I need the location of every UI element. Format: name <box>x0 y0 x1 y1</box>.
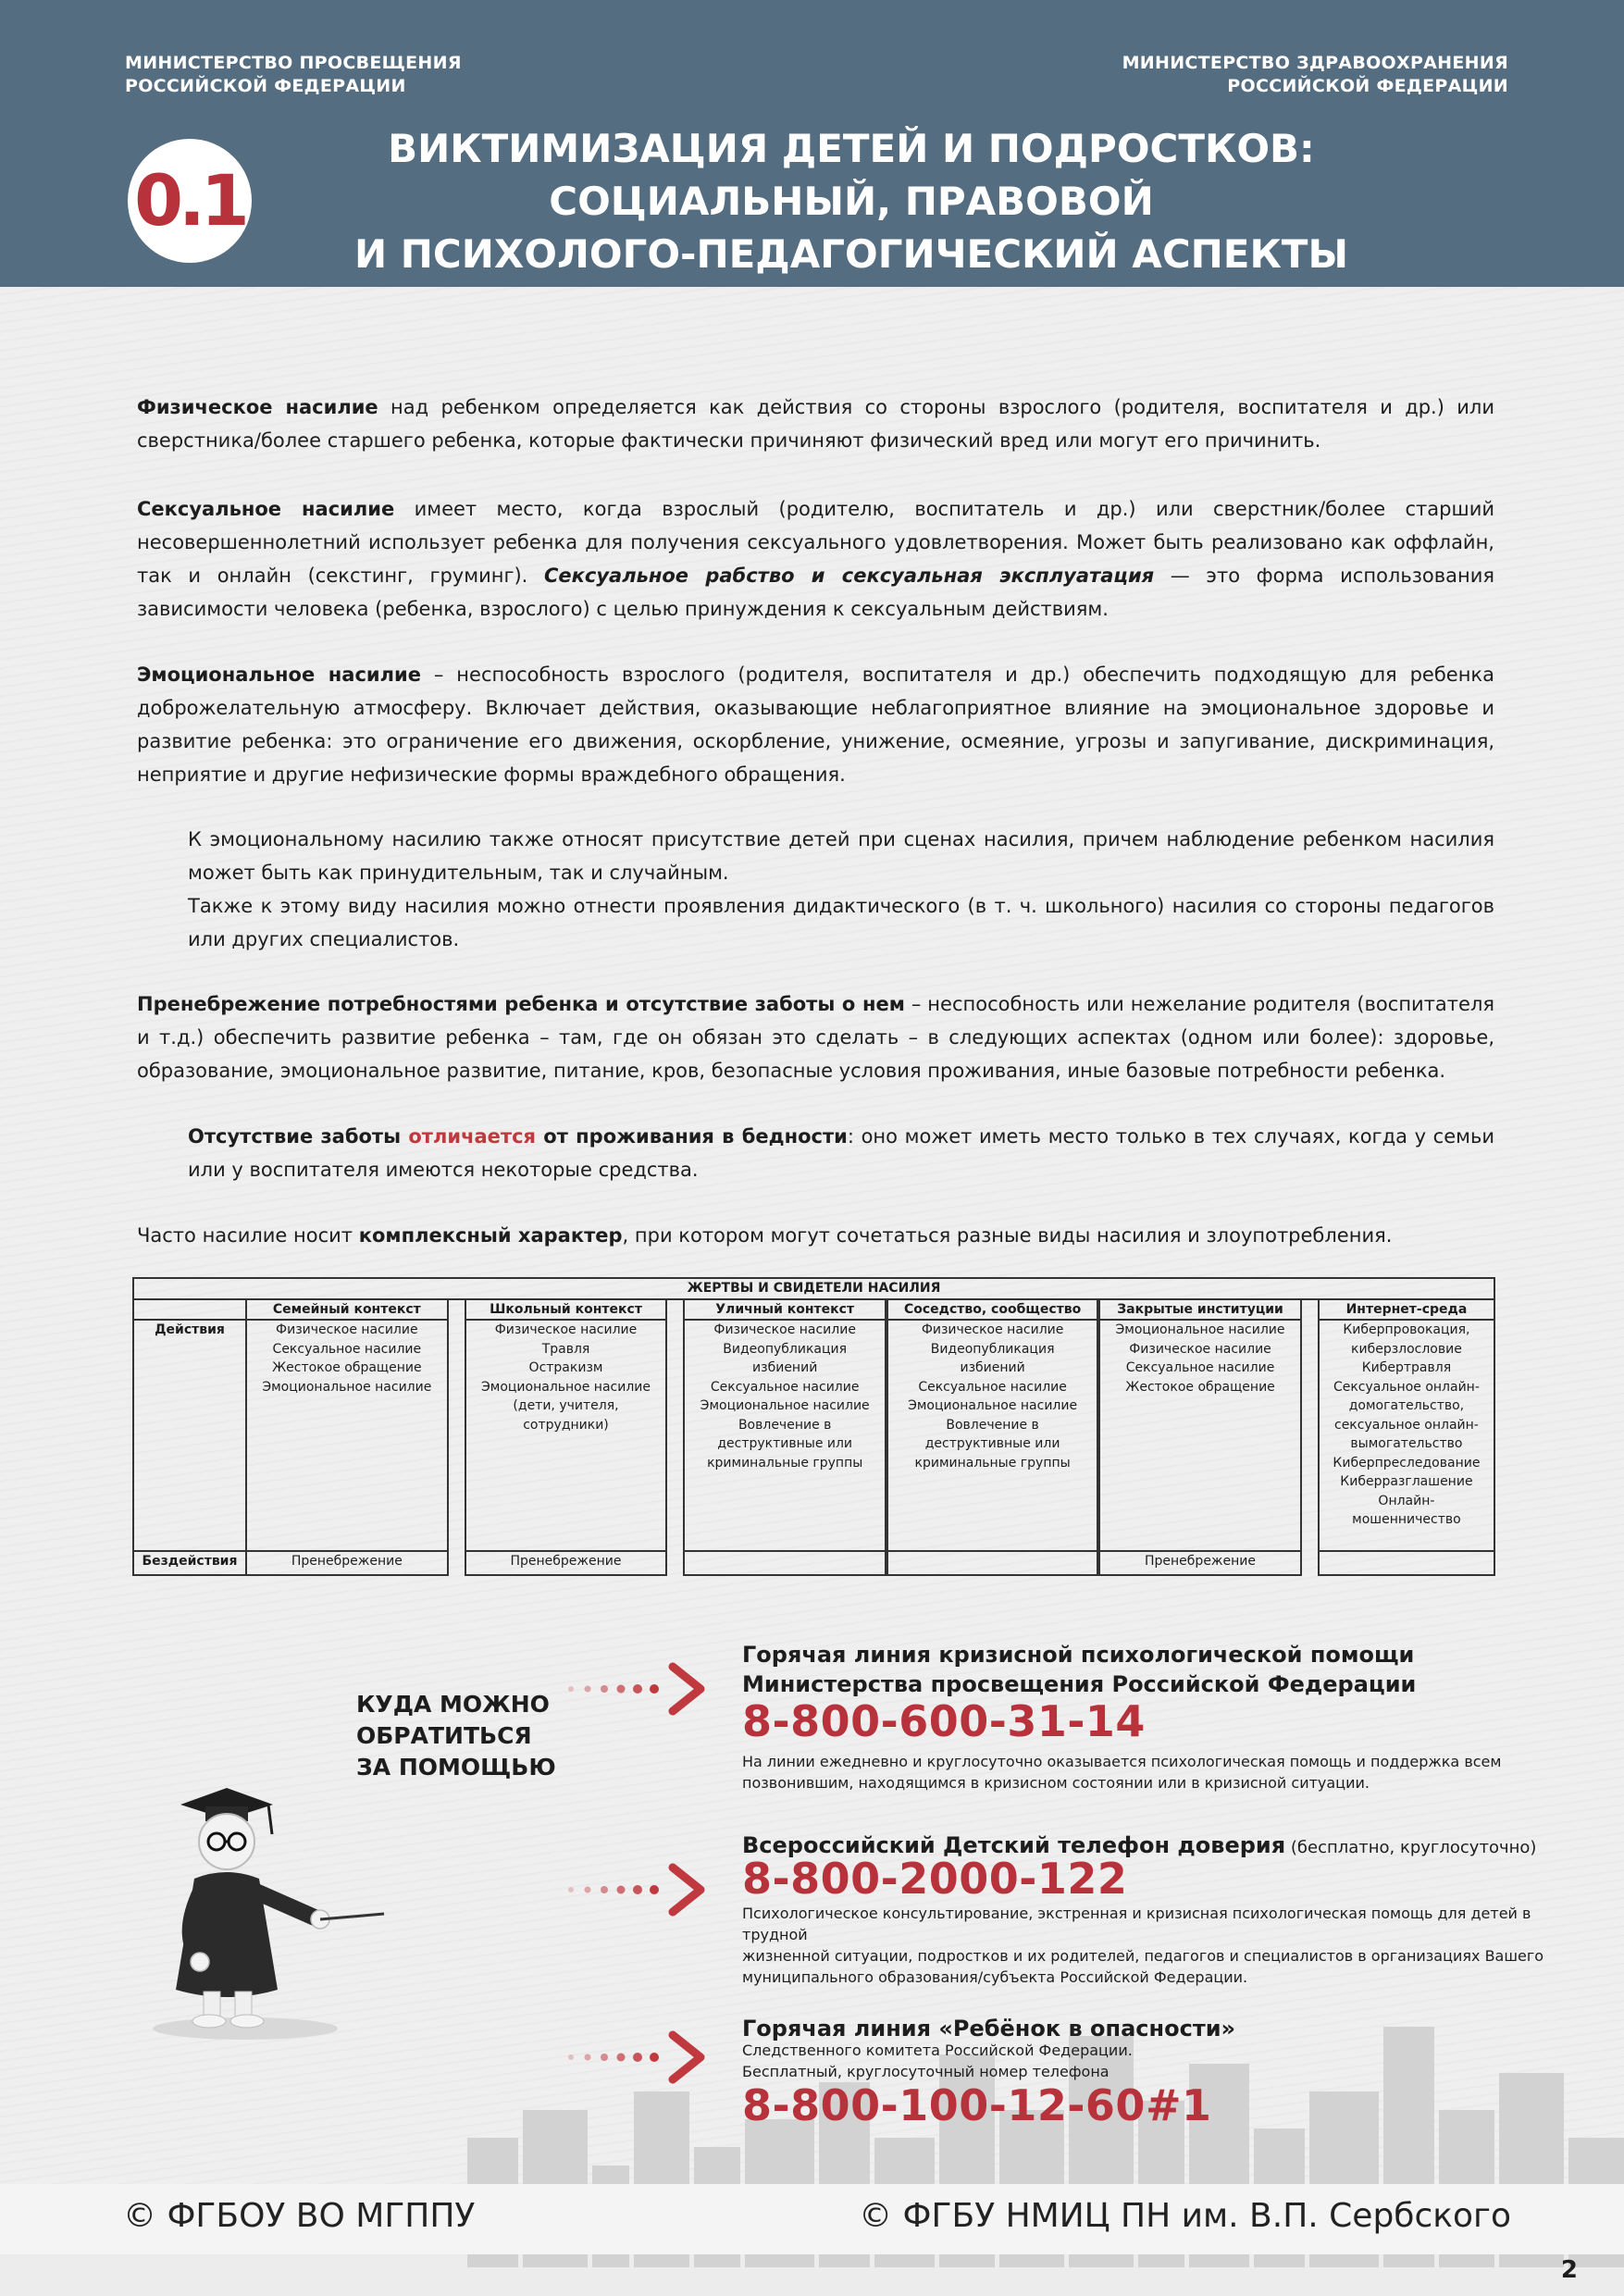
table-cell-line: Жестокое обращение <box>272 1360 422 1375</box>
emotional-note-paragraph <box>188 823 1494 956</box>
hotline-1-title-line-2: Министерства просвещения Российской Федерации <box>742 1671 1417 1697</box>
table-cell-line: Жестокое обращение <box>1125 1379 1275 1395</box>
table-cell-line: криминальные группы <box>707 1455 863 1471</box>
omission-street <box>684 1551 886 1575</box>
row-label-actions: Действия <box>133 1320 246 1551</box>
page-title-line-3: И ПСИХОЛОГО-ПЕДАГОГИЧЕСКИЙ АСПЕКТЫ <box>354 231 1348 277</box>
table-cell-line: Эмоциональное насилие <box>1115 1322 1285 1337</box>
column-head-family: Семейный контекст <box>246 1299 448 1321</box>
sexual-violence-text: имеет место, когда взрослый (родителю, воспитатель и др.) или сверстник/более старший несовершеннолетний использует ребенка для получения сексуального удовлетворения. Может быть реализовано как оффлайн, так и онлайн (секстинг, груминг). <box>137 498 1495 587</box>
table-cell-line: Эмоциональное насилие <box>262 1379 432 1395</box>
hotline-1-desc-line-2: позвонившим, находящимся в кризисном состоянии или в кризисной ситуации. <box>742 1774 1370 1792</box>
hotline-2-phone[interactable]: 8-800-2000-122 <box>742 1854 1128 1904</box>
sexual-violence-paragraph <box>137 492 1494 626</box>
table-cell-line: Вовлечение в <box>946 1417 1039 1433</box>
help-heading-line-2: ОБРАТИТЬСЯ <box>356 1722 532 1749</box>
sexual-violence-term: Сексуальное насилие <box>137 498 395 520</box>
hotline-2-desc-line-2: жизненной ситуации, подростков и их родителей, педагогов и специалистов в организациях Вашего <box>742 1947 1544 1965</box>
table-cell-line: Сексуальное насилие <box>918 1379 1067 1395</box>
help-heading-line-1: КУДА МОЖНО <box>356 1691 550 1718</box>
dotted-arrow-icon <box>560 1661 713 1717</box>
actions-community <box>887 1320 1097 1551</box>
hotline-1-title-line-1: Горячая линия кризисной психологической помощи <box>742 1642 1415 1668</box>
table-cell-line: Кибертравля <box>1361 1360 1452 1375</box>
table-cell-line: Эмоциональное насилие <box>700 1398 870 1413</box>
neglect-text: – неспособность или нежелание родителя (воспитателя и т.д.) обеспечить развитие ребенка – там, где он обязан это сделать – в следующих аспектах (одном или более): здоровье, образование, эмоциональное развитие, питание, кров, безопасные условия проживания, иные базовые потребности ребенка. <box>137 993 1495 1082</box>
table-cell-line: Остракизм <box>528 1360 603 1375</box>
ministry-health-label <box>1122 52 1508 98</box>
hotline-3-phone[interactable]: 8-800-100-12-60#1 <box>742 2080 1212 2130</box>
table-cell-line: избиений <box>960 1360 1025 1375</box>
table-cell-line: Видеопубликация <box>723 1341 848 1357</box>
table-cell-line: деструктивные или <box>717 1436 853 1451</box>
hotline-2-description <box>742 1903 1556 1988</box>
ministry-education-label <box>125 52 462 98</box>
emotional-violence-paragraph <box>137 658 1494 791</box>
table-cell-line: криминальные группы <box>914 1455 1071 1471</box>
ministry-left-line-1: МИНИСТЕРСТВО ПРОСВЕЩЕНИЯ <box>125 53 462 73</box>
hotline-3-desc-line-1: Следственного комитета Российской Федерации. <box>742 2042 1133 2059</box>
hotline-2-desc-line-3: муниципального образования/субъекта Российской Федерации. <box>742 1968 1248 1986</box>
omission-school: Пренебрежение <box>465 1551 667 1575</box>
actions-institutions <box>1099 1320 1301 1551</box>
table-corner-cell <box>133 1299 246 1321</box>
neglect-term: Пренебрежение потребностями ребенка и отсутствие заботы о нем <box>137 993 905 1015</box>
table-cell-line: сотрудники) <box>523 1417 609 1433</box>
hotline-1-phone[interactable]: 8-800-600-31-14 <box>742 1696 1146 1746</box>
poverty-term-2: от проживания в бедности <box>536 1125 848 1148</box>
dotted-arrow-icon <box>560 2029 713 2085</box>
omission-institutions: Пренебрежение <box>1099 1551 1301 1575</box>
poverty-text: : оно может иметь место только в тех случаях, когда у семьи или у воспитателя имеются некоторые средства. <box>188 1125 1495 1181</box>
table-cell-line: Киберразглашение <box>1340 1474 1473 1489</box>
hotline-1-title <box>742 1640 1416 1699</box>
actions-internet <box>1319 1320 1494 1551</box>
row-label-omissions: Бездействия <box>133 1551 246 1575</box>
victims-table <box>132 1277 1495 1576</box>
column-head-school: Школьный контекст <box>465 1299 667 1321</box>
emotional-note-2: Также к этому виду насилия можно отнести проявления дидактического (в т. ч. школьного) насилия со стороны педагогов или других специалистов. <box>188 895 1494 950</box>
table-cell-line: Физическое насилие <box>921 1322 1064 1337</box>
table-cell-line: Киберпреследование <box>1333 1455 1481 1471</box>
table-cell-line: Физическое насилие <box>494 1322 638 1337</box>
omission-community <box>887 1551 1097 1575</box>
omission-internet <box>1319 1551 1494 1575</box>
ministry-right-line-2: РОССИЙСКОЙ ФЕДЕРАЦИИ <box>1227 76 1508 96</box>
hotline-1-desc-line-1: На линии ежедневно и круглосуточно оказывается психологическая помощь и поддержка всем <box>742 1753 1502 1770</box>
sexual-slavery-text: — это форма использования зависимости человека (ребенка, взрослого) с целью принуждения к сексуальным действиям. <box>137 565 1494 620</box>
table-cell-line: Киберпровокация, <box>1343 1322 1470 1337</box>
hotline-2-note: (бесплатно, круглосуточно) <box>1285 1838 1537 1857</box>
hotline-3-desc-line-2: Бесплатный, круглосуточный номер телефона <box>742 2063 1110 2080</box>
help-heading-line-3: ЗА ПОМОЩЬЮ <box>356 1754 556 1781</box>
page-title-line-2: СОЦИАЛЬНЫЙ, ПРАВОВОЙ <box>549 179 1154 224</box>
table-cell-line: мошенничество <box>1352 1512 1461 1527</box>
hotline-3-title: Горячая линия «Ребёнок в опасности» <box>742 2016 1236 2042</box>
emotional-note-1: К эмоциональному насилию также относят присутствие детей при сценах насилия, причем наблюдение ребенком насилия может быть как принудительным, так и случайным. <box>188 828 1494 884</box>
table-cell-line: киберзлословие <box>1351 1341 1462 1357</box>
professor-figure-icon <box>139 1786 398 2045</box>
table-cell-line: Сексуальное насилие <box>1125 1360 1275 1375</box>
table-cell-line: Сексуальное насилие <box>710 1379 860 1395</box>
table-cell-line: Сексуальное онлайн- <box>1333 1379 1480 1395</box>
table-cell-line: домогательство, <box>1348 1398 1465 1413</box>
complex-term: комплексный характер <box>358 1224 623 1247</box>
table-cell-line: Видеопубликация <box>930 1341 1055 1357</box>
emotional-violence-term: Эмоциональное насилие <box>137 664 421 686</box>
table-cell-line: Вовлечение в <box>738 1417 832 1433</box>
emotional-violence-text: – неспособность взрослого (родителя, воспитателя и др.) обеспечить подходящую для ребенка доброжелательную атмосферу. Включает действия, оказывающие неблагоприятное влияние на эмоциональное здоровье и развитие ребенка: это ограничение его движения, оскорбление, унижение, осмеяние, угрозы и запугивание, дискриминация, неприятие и другие нефизические формы враждебного обращения. <box>137 664 1494 786</box>
neglect-paragraph <box>137 987 1494 1087</box>
table-cell-line: Физическое насилие <box>276 1322 418 1337</box>
page-title-line-1: ВИКТИМИЗАЦИЯ ДЕТЕЙ И ПОДРОСТКОВ: <box>388 126 1315 171</box>
ministry-left-line-2: РОССИЙСКОЙ ФЕДЕРАЦИИ <box>125 76 406 96</box>
hotline-2-desc-line-1: Психологическое консультирование, экстренная и кризисная психологическая помощь для детей в трудной <box>742 1905 1531 1943</box>
complex-text-2: , при котором могут сочетаться разные виды насилия и злоупотребления. <box>622 1224 1393 1247</box>
hotline-1-description <box>742 1751 1556 1793</box>
poverty-term-1: Отсутствие заботы <box>188 1125 409 1148</box>
complex-text-1: Часто насилие носит <box>137 1224 359 1247</box>
help-heading <box>356 1689 556 1783</box>
physical-violence-paragraph <box>137 391 1494 457</box>
page-title <box>305 122 1397 280</box>
dotted-arrow-icon <box>560 1862 713 1917</box>
table-cell-line: избиений <box>752 1360 818 1375</box>
table-cell-line: вымогательство <box>1350 1436 1463 1451</box>
footer-copyright-mgppu: © ФГБОУ ВО МГППУ <box>123 2197 476 2235</box>
footer-copyright-serbsky: © ФГБУ НМИЦ ПН им. В.П. Сербского <box>859 2197 1511 2235</box>
table-cell-line: Физическое насилие <box>713 1322 856 1337</box>
table-cell-line: Травля <box>541 1341 590 1357</box>
hotline-3-description <box>742 2040 1556 2082</box>
column-head-street: Уличный контекст <box>684 1299 886 1321</box>
page-number: 2 <box>1560 2256 1578 2284</box>
complex-paragraph <box>137 1219 1494 1252</box>
sexual-slavery-term: Сексуальное рабство и сексуальная эксплуатация <box>544 565 1155 587</box>
table-cell-line: Эмоциональное насилие <box>908 1398 1078 1413</box>
column-head-community: Соседство, сообщество <box>887 1299 1097 1321</box>
table-cell-line: Сексуальное насилие <box>272 1341 422 1357</box>
table-title: ЖЕРТВЫ И СВИДЕТЕЛИ НАСИЛИЯ <box>133 1278 1494 1299</box>
actions-school <box>465 1320 667 1551</box>
ministry-right-line-1: МИНИСТЕРСТВО ЗДРАВООХРАНЕНИЯ <box>1122 53 1508 73</box>
table-cell-line: сексуальное онлайн- <box>1334 1417 1479 1433</box>
poverty-term-red: отличается <box>408 1125 537 1148</box>
omission-family: Пренебрежение <box>246 1551 448 1575</box>
actions-street <box>684 1320 886 1551</box>
table-cell-line: Онлайн- <box>1378 1493 1435 1508</box>
table-cell-line: деструктивные или <box>924 1436 1060 1451</box>
physical-violence-text: над ребенком определяется как действия со стороны взрослого (родителя, воспитателя и др.) или сверстника/более старшего ребенка, которые фактически причиняют физический вред или могут его причинить. <box>137 396 1494 452</box>
column-head-institutions: Закрытые институции <box>1099 1299 1301 1321</box>
table-cell-line: Физическое насилие <box>1129 1341 1271 1357</box>
section-badge: 0.1 <box>128 139 252 263</box>
column-head-internet: Интернет-среда <box>1319 1299 1494 1321</box>
table-cell-line: Эмоциональное насилие <box>481 1379 651 1395</box>
header-band <box>0 0 1624 287</box>
table-cell-line: (дети, учителя, <box>513 1398 619 1413</box>
physical-violence-term: Физическое насилие <box>137 396 378 418</box>
hotline-2-title-text: Всероссийский Детский телефон доверия <box>742 1832 1286 1858</box>
actions-family <box>246 1320 448 1551</box>
poverty-paragraph <box>188 1120 1494 1186</box>
